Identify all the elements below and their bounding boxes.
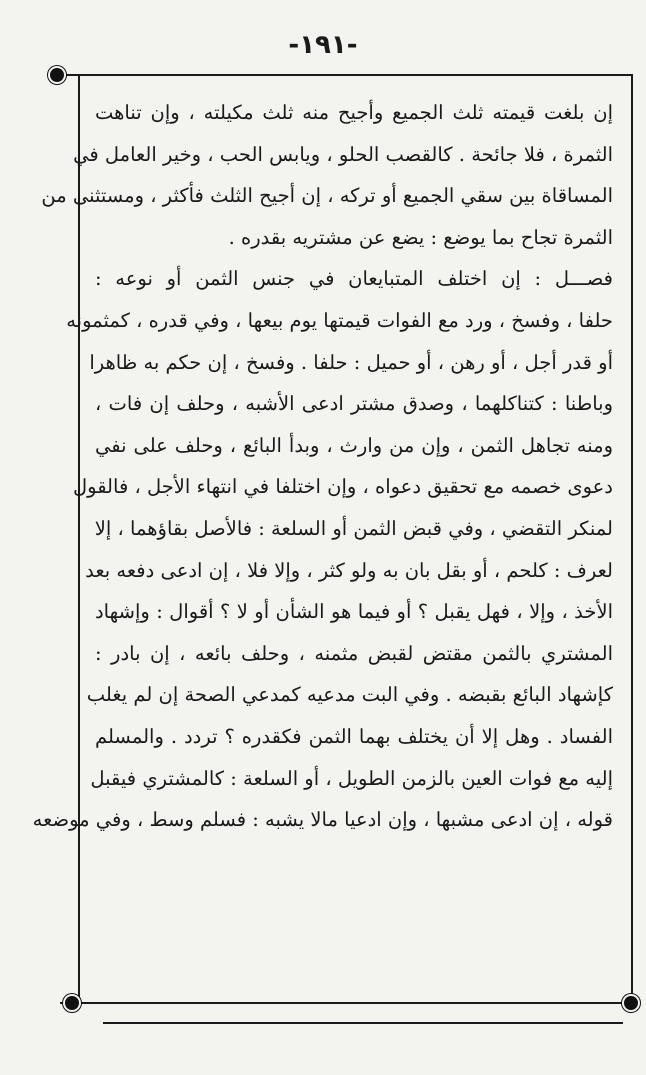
ornament-top-left — [50, 68, 64, 82]
text-line: إليه مع فوات العين بالزمن الطويل ، أو السلعة : كالمشتري فيقبل — [90, 766, 613, 790]
frame-right-rule — [631, 76, 633, 1001]
body-text — [32, 92, 613, 997]
text-line: المساقاة بين سقي الجميع أو تركه ، إن أجيح الثلث فأكثر ، ومستثنى من — [41, 184, 613, 208]
ornament-bottom-right — [624, 996, 638, 1010]
text-line: الثمرة ، فلا جائحة . كالقصب الحلو ، ويابس الحب ، وخير العامل في — [73, 142, 613, 166]
text-line: إن بلغت قيمته ثلث الجميع وأجيح منه ثلث مكيلته ، وإن تناهت — [95, 101, 613, 124]
text-line: حلفا ، وفسخ ، ورد مع الفوات قيمتها يوم بيعها ، وفي قدره ، كمثمونه — [66, 308, 613, 332]
section-heading-line: فصـــل : إن اختلف المتبايعان في جنس الثمن أو نوعه : — [95, 267, 613, 291]
text-line: ومنه تجاهل الثمن ، وإن من وارث ، وبدأ البائع ، وحلف على نفي — [95, 433, 613, 457]
frame-top-rule — [57, 74, 633, 76]
text-line: الأخذ ، وإلا ، فهل يقبل ؟ أو فيما هو الشأن أو لا ؟ أقوال : وإشهاد — [95, 600, 613, 624]
text-line: وباطنا : كتناكلهما ، وصدق مشتر ادعى الأشبه ، وحلف إن فات ، — [95, 392, 613, 416]
frame-bottom-rule — [60, 1002, 635, 1004]
ornament-bottom-left — [65, 996, 79, 1010]
frame-bottom-rule-lower — [103, 1022, 623, 1024]
text-line: لعرف : كلحم ، أو بقل بان به ولو كثر ، وإلا فلا ، إن ادعى دفعه بعد — [85, 558, 613, 582]
page-number: -١٩١- — [288, 30, 358, 60]
text-line: كإشهاد البائع بقبضه . وفي البت مدعيه كمدعي الصحة إن لم يغلب — [86, 683, 613, 707]
text-line: المشتري بالثمن مقتض لقبض مثمنه ، وحلف بائعه ، إن بادر : — [95, 641, 613, 665]
text-line: دعوى خصمه مع تحقيق دعواه ، وإن اختلفا في انتهاء الأجل ، فالقول — [72, 475, 613, 499]
text-line: الثمرة تجاح بما يوضع : يضع عن مشتريه بقدره . — [228, 225, 613, 249]
text-line: لمنكر التقضي ، وفي قبض الثمن أو السلعة : فالأصل بقاؤهما ، إلا — [94, 516, 613, 540]
text-line: قوله ، إن ادعى مشبها ، وإن ادعيا مالا يشبه : فسلم وسط ، وفي موضعه — [32, 808, 613, 832]
text-line: أو قدر أجل ، أو رهن ، أو حميل : حلفا . وفسخ ، إن حكم به ظاهرا — [89, 350, 613, 374]
text-line: الفساد . وهل إلا أن يختلف بهما الثمن فكقدره ؟ تردد . والمسلم — [95, 724, 613, 748]
